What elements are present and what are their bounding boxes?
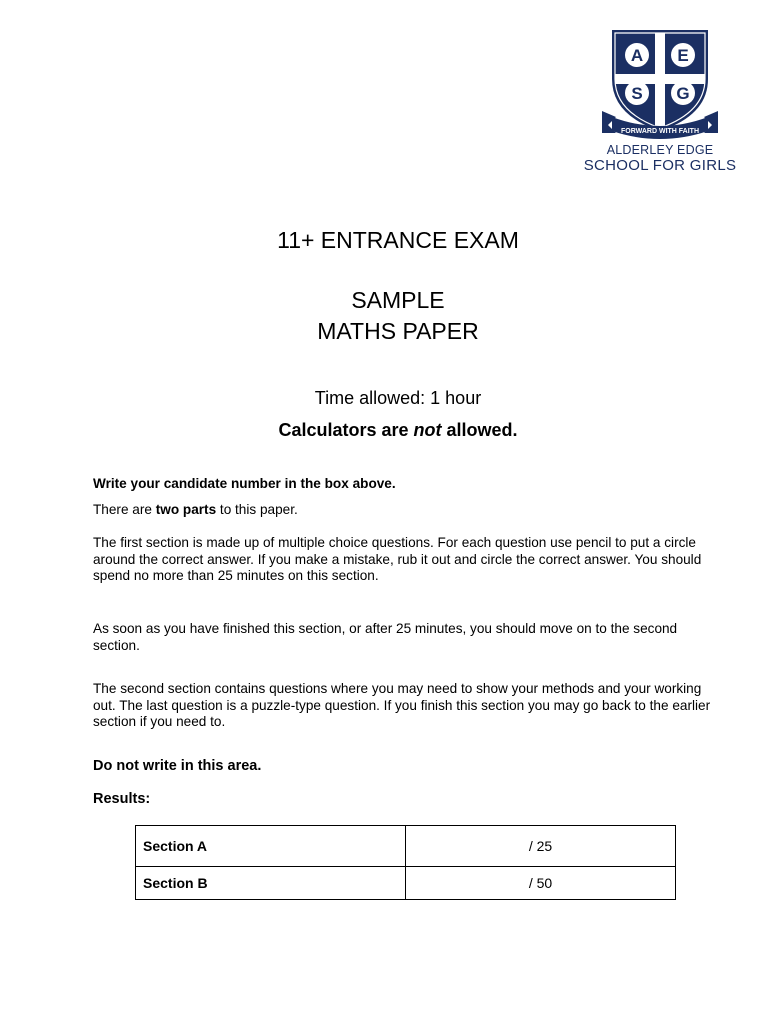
crest-letter-s: S: [631, 84, 643, 103]
do-not-write-notice: Do not write in this area.: [93, 758, 262, 774]
exam-title: 11+ ENTRANCE EXAM: [277, 227, 519, 253]
results-table: [135, 825, 676, 900]
school-logo: [582, 27, 738, 177]
results-label: Results:: [93, 791, 151, 807]
move-on-instruction: As soon as you have finished this section, or after 25 minutes, you should move on to the second section.: [93, 621, 678, 653]
parts-emphasis: two parts: [155, 502, 217, 517]
section2-instruction: The second section contains questions where you may need to show your methods and your working out. The last question is a puzzle-type question. If you finish this section you may go back to the earlier section if you need to.: [93, 681, 711, 730]
results-section-b-score: / 50: [406, 867, 676, 900]
table-row: [136, 826, 676, 867]
paper-subtitle-line1: SAMPLE: [351, 287, 445, 313]
motto-text: FORWARD WITH FAITH: [620, 128, 700, 135]
parts-instruction: There are two parts to this paper.: [93, 502, 298, 517]
crest-letter-e: E: [677, 46, 689, 65]
paper-subtitle-line2: MATHS PAPER: [317, 318, 479, 344]
time-allowed: Time allowed: 1 hour: [314, 388, 482, 408]
crest-icon: [582, 27, 738, 143]
crest-letter-g: G: [676, 84, 690, 103]
results-section-a-label: Section A: [136, 826, 406, 867]
table-row: [136, 867, 676, 900]
school-name-line2: SCHOOL FOR GIRLS: [583, 157, 737, 174]
school-name-line1: ALDERLEY EDGE: [606, 143, 714, 157]
calculator-notice: Calculators are not allowed.: [278, 420, 518, 440]
calculator-notice-emphasis: not: [413, 420, 442, 440]
crest-letter-a: A: [630, 46, 644, 65]
results-section-b-label: Section B: [136, 867, 406, 900]
section1-instruction: The first section is made up of multiple choice questions. For each question use pencil to put a circle around the correct answer. If you make a mistake, rub it out and circle the correct answer. You should spend no more than 25 minutes on this section.: [93, 535, 702, 584]
results-section-a-score: / 25: [406, 826, 676, 867]
candidate-instruction: Write your candidate number in the box above.: [93, 476, 396, 491]
